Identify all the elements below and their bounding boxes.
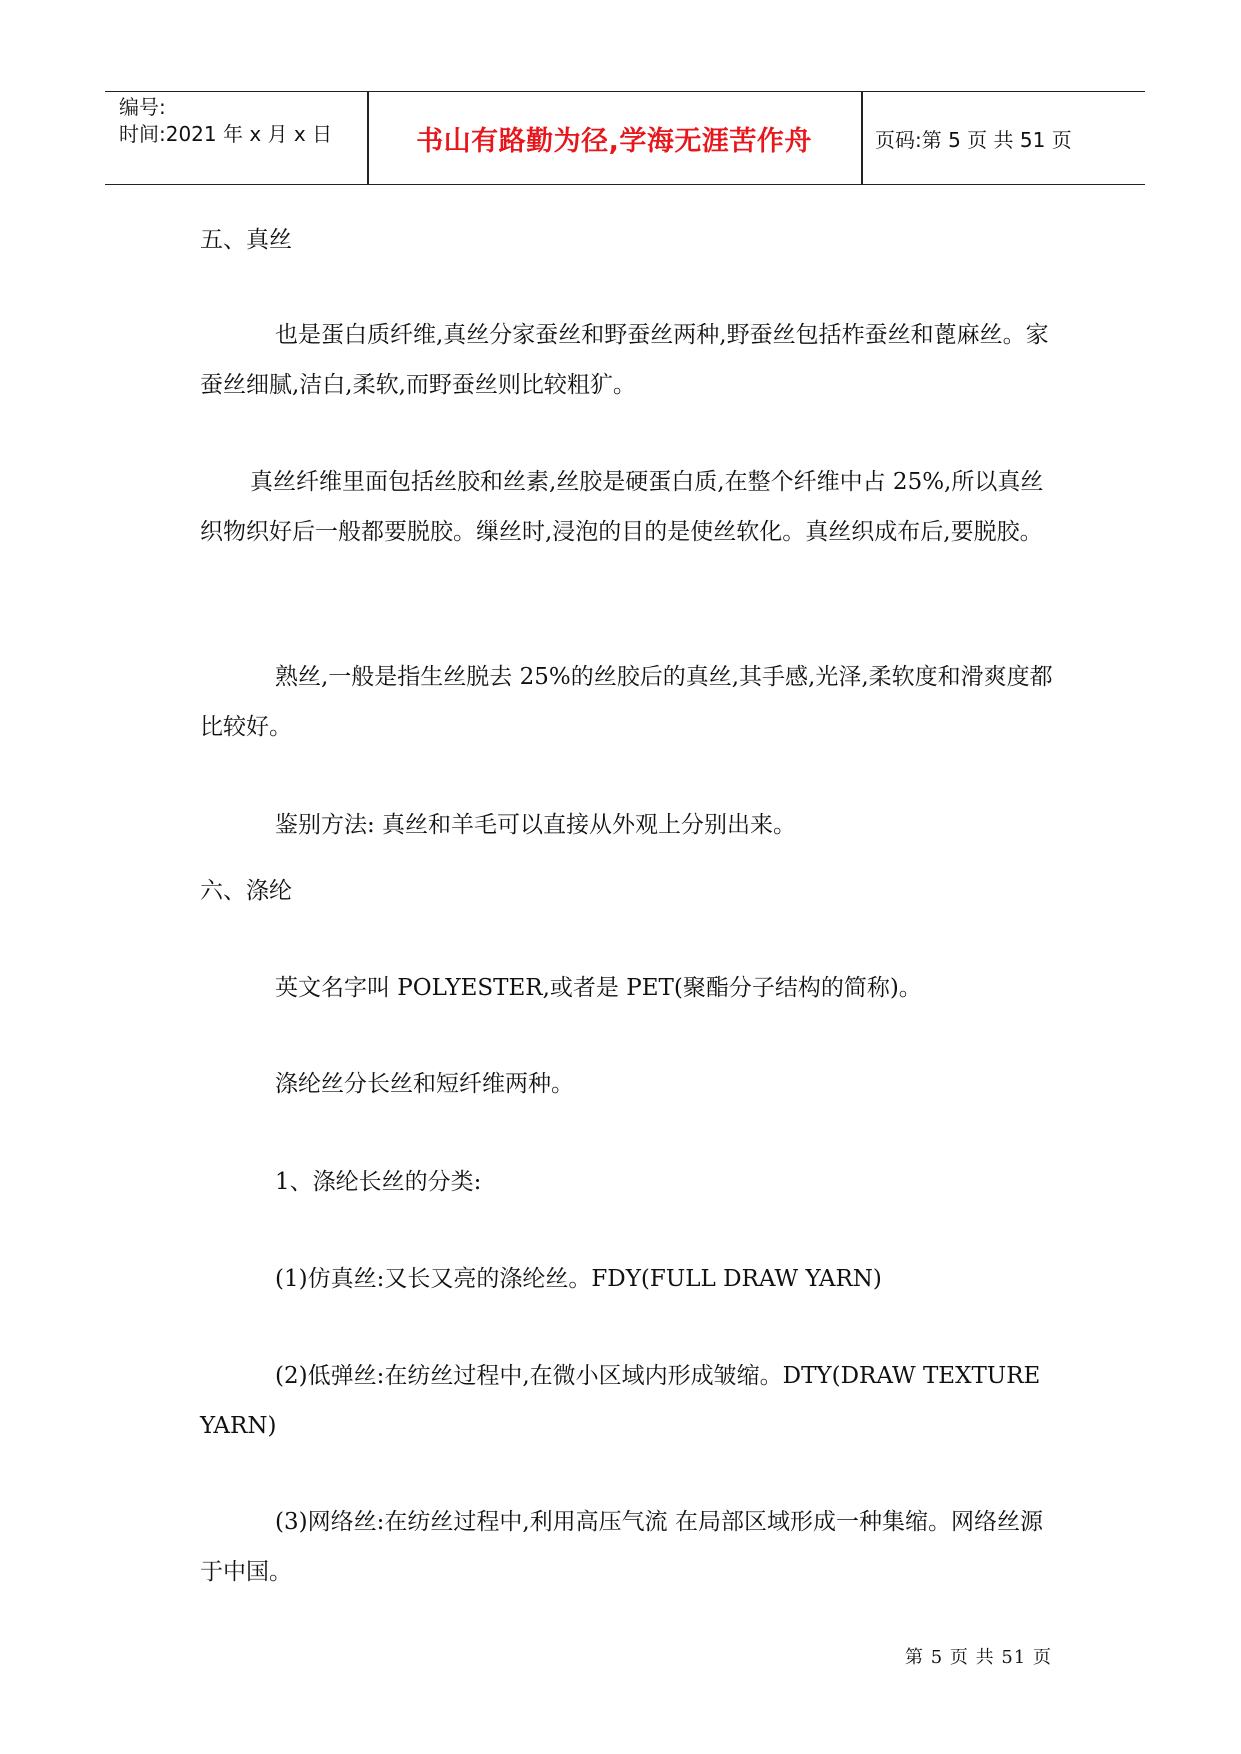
section-heading-silk: 五、真丝 xyxy=(200,227,292,253)
header-page-label: 页码:第 5 页 共 51 页 xyxy=(875,127,1072,152)
section-heading-polyester: 六、涤纶 xyxy=(200,878,292,904)
paragraph: 真丝纤维里面包括丝胶和丝素,丝胶是硬蛋白质,在整个纤维中占 25%,所以真丝织物织好后一般都要脱胶。缫丝时,浸泡的目的是使丝软化。真丝织成布后,要脱胶。 xyxy=(200,469,1044,545)
header-meta xyxy=(119,94,332,148)
document-header xyxy=(105,91,1145,185)
document-number-label: 编号: xyxy=(119,95,166,119)
paragraph: 也是蛋白质纤维,真丝分家蚕丝和野蚕丝两种,野蚕丝包括柞蚕丝和蓖麻丝。家蚕丝细腻,洁白,柔软,而野蚕丝则比较粗犷。 xyxy=(200,322,1049,398)
document-time-label: 时间:2021 年 x 月 x 日 xyxy=(119,122,333,146)
paragraph: 涤纶丝分长丝和短纤维两种。 xyxy=(275,1071,574,1097)
header-divider xyxy=(861,92,863,184)
header-motto: 书山有路勤为径,学海无涯苦作舟 xyxy=(416,125,812,157)
paragraph: 鉴别方法: 真丝和羊毛可以直接从外观上分别出来。 xyxy=(275,812,797,838)
paragraph: 熟丝,一般是指生丝脱去 25%的丝胶后的真丝,其手感,光泽,柔软度和滑爽度都比较好。 xyxy=(200,664,1053,740)
paragraph: (2)低弹丝:在纺丝过程中,在微小区域内形成皱缩。DTY(DRAW TEXTURE YARN) xyxy=(200,1363,1041,1439)
paragraph: (3)网络丝:在纺丝过程中,利用高压气流 在局部区域形成一种集缩。网络丝源于中国。 xyxy=(200,1509,1043,1585)
paragraph: 英文名字叫 POLYESTER,或者是 PET(聚酯分子结构的简称)。 xyxy=(275,975,922,1001)
page-footer: 第 5 页 共 51 页 xyxy=(905,1647,1052,1668)
paragraph: (1)仿真丝:又长又亮的涤纶丝。FDY(FULL DRAW YARN) xyxy=(275,1266,882,1292)
paragraph: 1、涤纶长丝的分类: xyxy=(275,1169,482,1195)
